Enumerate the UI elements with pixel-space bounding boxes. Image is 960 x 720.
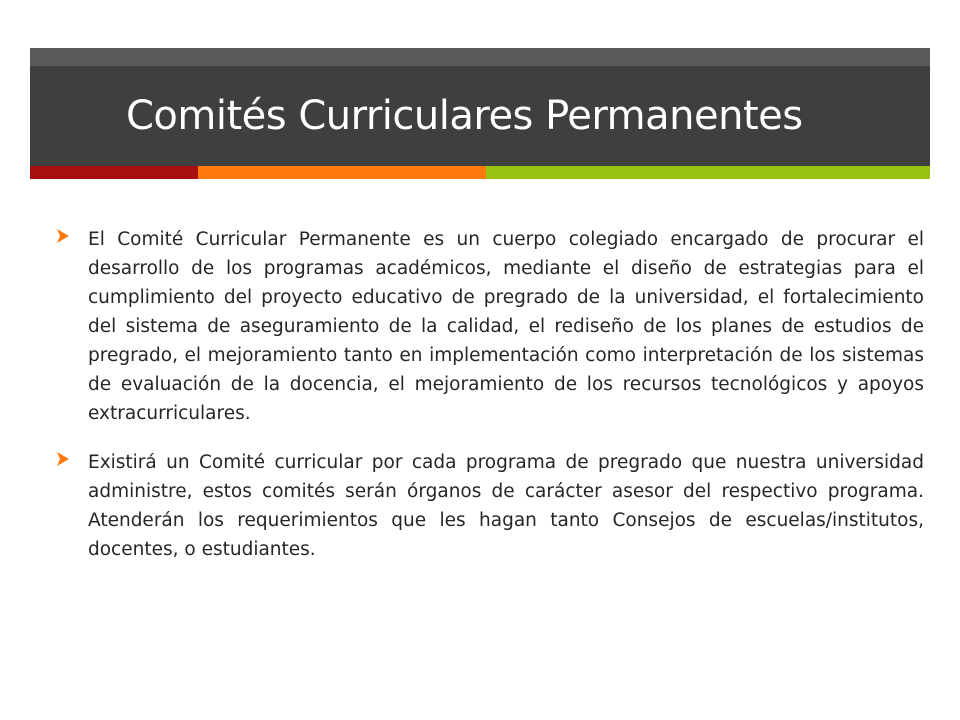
slide-content: [56, 225, 924, 584]
bullet-text: Existirá un Comité curricular por cada programa de pregrado que nuestra universidad administre, estos comités serán órganos de carácter asesor del respectivo programa. Atenderán los requerimientos que les hagan tanto Consejos de escuelas/institutos, docentes, o estudiantes.: [88, 452, 924, 560]
slide-title: Comités Curriculares Permanentes: [126, 93, 803, 139]
accent-stripe: [30, 166, 930, 179]
arrow-bullet-icon: [56, 228, 70, 244]
bullet-item: [56, 448, 924, 564]
accent-stripe-orange: [198, 166, 486, 179]
bullet-text: El Comité Curricular Permanente es un cuerpo colegiado encargado de procurar el desarrollo de los programas académicos, mediante el diseño de estrategias para el cumplimiento del proyecto educativo de pregrado de la universidad, el fortalecimiento del sistema de aseguramiento de la calidad, el rediseño de los planes de estudios de pregrado, el mejoramiento tanto en implementación como interpretación de los sistemas de evaluación de la docencia, el mejoramiento de los recursos tecnológicos y apoyos extracurriculares.: [88, 229, 924, 424]
arrow-bullet-icon: [56, 451, 70, 467]
title-bar-top-band: [30, 48, 930, 66]
bullet-item: [56, 225, 924, 428]
accent-stripe-green: [486, 166, 930, 179]
accent-stripe-red: [30, 166, 198, 179]
title-bar: [30, 48, 930, 166]
